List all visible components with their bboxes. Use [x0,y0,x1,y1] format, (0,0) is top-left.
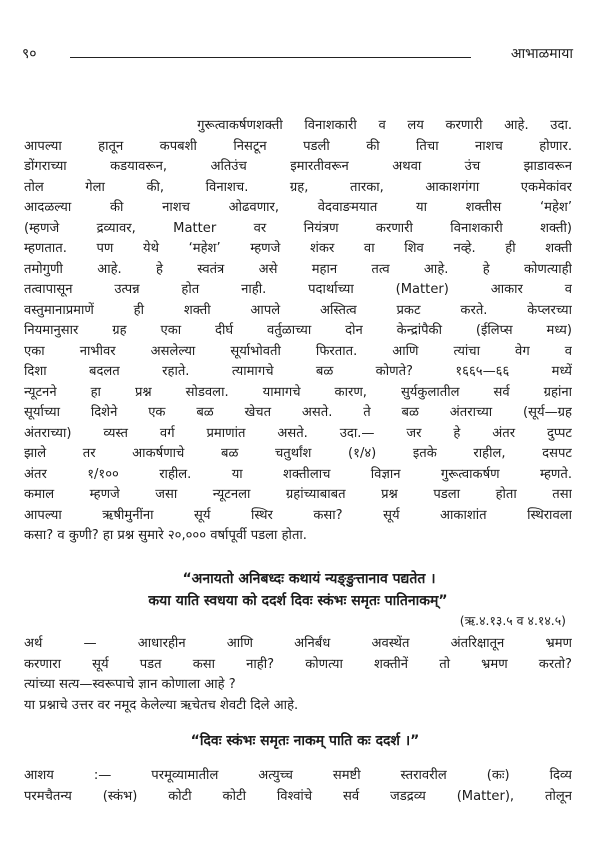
paragraph-line: त्यांच्या सत्य—स्वरूपाचे ज्ञान कोणाला आहे ? [24,677,236,692]
paragraph-line: सूर्याच्या दिशेने एक बळ खेचत असते. ते बळ अंतराच्या (सूर्य—ग्रह [24,405,572,420]
paragraph-line: परमचैतन्य (स्कंभ) कोटी कोटी विश्वांचे सर्व जडद्रव्य (Matter), तोलून [24,788,572,804]
running-title: आभाळमाया [510,46,573,62]
paragraph-line: न्यूटनने हा प्रश्न सोडवला. यामागचे कारण, सुर्यकुलातील सर्व ग्रहांना [24,384,572,400]
page-number: ९० [22,46,37,62]
paragraph-line: तत्वापासून उत्पन्न होत नाही. पदार्थाच्या (Matter) आकार व [24,282,572,297]
paragraph-line: एका नाभीवर असलेल्या सूर्याभोवती फिरतात. आणि त्यांचा वेग व [24,343,572,359]
paragraph-line: या प्रश्नाचे उत्तर वर नमूद केलेल्या ऋचेतच शेवटी दिले आहे. [24,697,299,713]
paragraph-line: अंतर १/१०० राहील. या शक्तीलाच विज्ञान गुरूत्वाकर्षण म्हणते. [24,466,572,482]
paragraph-line: आशय :— परमूव्यामातील अत्युच्च समष्टी स्तरावरील (कः) दिव्य [24,768,572,783]
paragraph-line: कमाल म्हणजे जसा न्यूटनला ग्रहांच्याबाबत प्रश्न पडला होता तसा [24,487,572,502]
paragraph-line: कसा? व कुणी? हा प्रश्न सुमारे २०,००० वर्षापूर्वी पडला होता. [24,528,307,543]
paragraph-line: आदळल्या की नाशच ओढवणार, वेदवाङमयात या शक्तीस ‘महेश’ [24,200,572,215]
paragraph-line: झाले तर आकर्षणाचे बळ चतुर्थांश (१/४) इतके राहील, दसपट [24,446,572,461]
verse-line: “दिवः स्कंभः समृतः नाकम् पाति कः ददर्श ।” [190,733,420,749]
paragraph-line: अंतराच्या) व्यस्त वर्ग प्रमाणांत असते. उदा.— जर हे अंतर दुप्पट [24,425,572,441]
page-header [22,44,573,66]
paragraph-essence [24,766,572,807]
verse-quote [24,730,572,752]
paragraph-line: डोंगराच्या कडयावरून, अतिउंच इमारतीवरून अथवा उंच झाडावरून [24,159,572,174]
rigveda-verse [24,568,572,630]
paragraph-line: (म्हणजे द्रव्यावर, Matter वर नियंत्रण करणारी विनाशकारी शक्ती) [24,220,572,236]
paragraph-line: आपल्या ऋषीमुनींना सूर्य स्थिर कसा? सूर्य आकाशांत स्थिरावला [24,507,572,523]
header-rule [70,57,471,58]
paragraph-line: तमोगुणी आहे. हे स्वतंत्र असे महान तत्व आहे. हे कोणत्याही [24,261,572,277]
paragraph-line: अर्थ — आधारहीन आणि अनिर्बंध अवस्थेंत अंतरिक्षातून भ्रमण [24,636,572,651]
verse-reference: (ऋ.४.१३.५ व ४.१४.५) [459,613,566,628]
paragraph-line: दिशा बदलत रहाते. त्यामागचे बळ कोणते? १६६५—६६ मध्यें [24,364,572,379]
paragraph-line: म्हणतात. पण येथे ‘महेश’ म्हणजे शंकर वा शिव नव्हे. ही शक्ती [24,241,572,256]
verse-line: कया याति स्वधया को ददर्श दिवः स्कंभः समृतः पातिनाकम्” [148,593,448,609]
paragraph-line: गुरूत्वाकर्षणशक्ती विनाशकारी व लय करणारी आहे. उदा. [24,118,572,133]
paragraph-line: आपल्या हातून कपबशी निसटून पडली की तिचा नाशच होणार. [24,138,572,154]
paragraph-line: वस्तुमानाप्रमाणें ही शक्ती आपले अस्तित्व प्रकट करते. केप्लरच्या [24,302,572,318]
verse-line: “अनायतो अनिबध्दः कथायं न्यङ्ङुत्तानाव पद्यतेत । [182,571,436,587]
paragraph-line: नियमानुसार ग्रह एका दीर्घ वर्तुळाच्या दोन केन्द्रांपैकी (ईलिप्स मध्य) [24,323,572,338]
paragraph-meaning [24,634,572,716]
paragraph-gravitation [24,116,572,547]
paragraph-line: तोल गेला की, विनाशच. ग्रह, तारका, आकाशगंगा एकमेकांवर [24,179,572,195]
paragraph-line: करणारा सूर्य पडत कसा नाही? कोणत्या शक्तीनें तो भ्रमण करतो? [24,656,572,672]
